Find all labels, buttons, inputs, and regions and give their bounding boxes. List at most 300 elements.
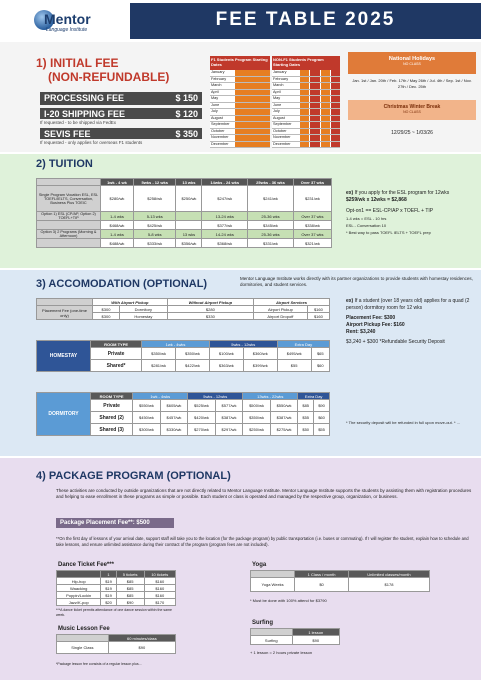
tuition-cell xyxy=(176,221,202,230)
holidays-title: National Holidays xyxy=(388,56,436,62)
winter-title: Christmas Winter Break xyxy=(383,104,441,110)
start-month-label: March xyxy=(211,83,222,87)
dormitory-label: DORMITORY xyxy=(37,393,91,436)
start-date-cell xyxy=(320,103,330,109)
homestay-roomtype-head: ROOM TYPE xyxy=(91,341,142,348)
tuition-cell: $241/wk xyxy=(248,186,294,212)
start-date-cell xyxy=(234,135,270,141)
tuition-row xyxy=(37,212,332,221)
homestay-col-1: 5wks - 12wks xyxy=(209,341,277,348)
dance-row xyxy=(57,578,176,585)
tuition-col-head: 14wks - 24 wks xyxy=(202,179,248,186)
dorm-price-cell: $525/wk xyxy=(188,400,216,412)
placement-label: Placement Fee (one-time only) xyxy=(37,306,93,320)
logo-name: Mentor xyxy=(44,11,91,27)
start-date-cell xyxy=(234,90,270,96)
tuition-cell: $321/wk xyxy=(293,239,331,248)
place-cell: $300 xyxy=(93,306,120,313)
dance-cell: Hip-hop xyxy=(57,578,101,585)
surf-row-label: Surfing xyxy=(251,636,293,645)
start-date-cell xyxy=(299,83,309,89)
tuition-col-head: 1wk - 4 wk xyxy=(101,179,134,186)
tuition-cell: $356/wk xyxy=(176,239,202,248)
holidays-badge xyxy=(348,52,476,74)
shipping-fee-bar xyxy=(40,108,202,119)
dorm-roomtype-head: ROOM TYPE xyxy=(91,393,133,400)
start-date-cell xyxy=(330,135,340,141)
dance-col-head: 10 tickets xyxy=(144,571,175,578)
tuition-cell: 14-24 wks xyxy=(202,230,248,239)
homestay-col-0: 1wk - 4wks xyxy=(142,341,210,348)
dorm-type: Private xyxy=(91,400,133,412)
dorm-price-cell: $300/wk xyxy=(133,424,161,436)
start-date-cell xyxy=(234,103,270,109)
start-month-label: August xyxy=(273,115,285,120)
tuition-corner xyxy=(37,179,101,186)
tuition-cell xyxy=(176,212,202,221)
place-cell: Homestay xyxy=(120,313,168,320)
winter-sub: NO CLASS xyxy=(403,110,421,114)
svc-cell: Airport Dropoff xyxy=(253,313,307,320)
homestay-price-cell: $60 xyxy=(311,360,329,372)
homestay-col-2: Extra Day xyxy=(277,341,329,348)
start-month-label: March xyxy=(273,83,284,87)
start-date-cell xyxy=(330,129,340,135)
tuition-cell: $345/wk xyxy=(248,221,294,230)
package-title: 4) PACKAGE PROGRAM (OPTIONAL) xyxy=(36,470,231,482)
start-date-cell xyxy=(320,142,330,148)
tuition-example-5: ESL - Conversation 10 xyxy=(346,223,387,228)
initial-fee-subtitle: (NON-REFUNDABLE) xyxy=(48,70,170,84)
sevis-fee-label: SEVIS FEE xyxy=(44,129,91,139)
shipping-fee-label: I-20 SHIPPING FEE xyxy=(44,109,126,119)
holidays-text: Jan. 1st / Jan. 20th / Feb. 17th / May 26th / Jul. 4th / Sep. 1st / Nov. 27th / Dec. 25th xyxy=(352,78,472,89)
dance-cell: $160 xyxy=(144,585,175,592)
start-date-cell xyxy=(299,90,309,96)
homestay-table xyxy=(36,340,330,372)
tuition-cell: 5-13 wks xyxy=(133,212,176,221)
music-note: *Package lesson fee consists of a regular lesson plus... xyxy=(56,662,142,666)
sevis-fee-amount: $ 350 xyxy=(175,129,198,139)
package-intro: These activities are conducted by outside organizations that are not directly related to Mentor Language Institute. Mentor Language Institute supports the students by assisting them with registration procedures and helping to ease enrollment in these programs as simple or possible. Each student or class is operated and managed by the respective group, organization, or business. xyxy=(56,488,472,499)
start-date-cell xyxy=(234,122,270,128)
tuition-cell: $331/wk xyxy=(248,239,294,248)
dormitory-table xyxy=(36,392,330,436)
start-date-cell xyxy=(234,129,270,135)
start-month-label: April xyxy=(273,89,281,94)
sevis-fee-bar xyxy=(40,128,202,139)
start-date-cell xyxy=(299,122,309,128)
dance-cell: $19 xyxy=(101,585,116,592)
start-date-cell xyxy=(309,70,319,76)
accom-example-label: ex) xyxy=(346,298,354,304)
start-date-cell xyxy=(320,122,330,128)
f1-start-dates-table xyxy=(210,56,270,148)
dance-row xyxy=(57,599,176,606)
start-date-cell xyxy=(234,70,270,76)
start-date-cell xyxy=(299,109,309,115)
dorm-col-2: 13wks - 22wks xyxy=(243,393,298,400)
dorm-price-cell: $450/wk xyxy=(133,412,161,424)
initial-fee-title: 1) INITIAL FEE xyxy=(36,56,119,70)
start-date-cell xyxy=(234,83,270,89)
dance-cell: Waacking xyxy=(57,585,101,592)
dorm-price-cell: $605/wk xyxy=(160,400,188,412)
start-date-cell xyxy=(330,142,340,148)
svc-cell: Airport Pickup xyxy=(253,306,307,313)
tuition-example-6: * Best way to pass TOEFL IELTS + TOEFL prep xyxy=(346,230,431,235)
yoga-corner xyxy=(251,571,295,578)
svc-cell: $160 xyxy=(307,306,329,313)
start-date-cell xyxy=(234,77,270,83)
yoga-title: Yoga xyxy=(252,562,267,568)
winter-dates: 12/29/25 ~ 1/03/26 xyxy=(391,130,433,136)
start-month-label: October xyxy=(273,128,287,133)
dorm-price-cell: $55 xyxy=(314,424,330,436)
yoga-note: * Must be done with 100% attend for $3790 xyxy=(250,598,327,603)
dorm-price-cell: $55 xyxy=(298,412,314,424)
homestay-price-cell: $495/wk xyxy=(277,348,311,360)
start-date-cell xyxy=(309,77,319,83)
homestay-type: Private xyxy=(91,348,142,360)
tuition-cell: 5-8 wks xyxy=(133,230,176,239)
tuition-cell: 25-36 wks xyxy=(248,230,294,239)
tuition-row-label: Option 1) ESL (CP/AP, Option 2) TOEFL+TIP xyxy=(37,212,101,221)
homestay-price-cell: $350/wk xyxy=(142,348,176,360)
tuition-example xyxy=(346,190,476,236)
dance-row xyxy=(57,585,176,592)
tuition-cell: $258/wk xyxy=(133,186,176,212)
nonf1-table-title: NON-F1 Students Program Starting Dates xyxy=(272,56,340,70)
start-date-cell xyxy=(309,109,319,115)
start-date-cell xyxy=(320,83,330,89)
dance-table xyxy=(56,570,176,606)
start-date-cell xyxy=(309,129,319,135)
dance-col-head: 1 xyxy=(101,571,116,578)
tuition-cell: 13-24 wks xyxy=(202,212,248,221)
start-date-cell xyxy=(309,90,319,96)
package-placement-fee: Package Placement Fee**: $500 xyxy=(56,518,174,528)
dorm-price-cell: $270/wk xyxy=(188,424,216,436)
music-row-price: $90 xyxy=(108,642,175,654)
start-date-cell xyxy=(234,96,270,102)
tuition-title: 2) TUITION xyxy=(36,158,93,170)
start-date-cell xyxy=(320,96,330,102)
start-month-label: August xyxy=(211,115,223,120)
start-date-cell xyxy=(299,77,309,83)
airport-services-head: Airport Services xyxy=(253,299,329,306)
dance-cell: $160 xyxy=(144,592,175,599)
yoga-col: 1 Class / month xyxy=(295,571,349,578)
dorm-price-cell: $387/wk xyxy=(215,412,243,424)
start-date-cell xyxy=(320,116,330,122)
surf-row-price: $90 xyxy=(292,636,339,645)
start-date-cell xyxy=(309,96,319,102)
start-date-cell xyxy=(234,142,270,148)
dorm-price-cell: $577/wk xyxy=(215,400,243,412)
dance-col-head xyxy=(57,571,101,578)
dorm-price-cell: $550/wk xyxy=(133,400,161,412)
tuition-row xyxy=(37,186,332,212)
tuition-cell: $338/wk xyxy=(293,221,331,230)
homestay-price-cell: $399/wk xyxy=(243,360,277,372)
start-month-label: January xyxy=(273,70,287,74)
start-month-label: July xyxy=(211,109,218,113)
tuition-cell: $247/wk xyxy=(202,186,248,212)
tuition-cell: $280/wk xyxy=(101,186,134,212)
accommodation-title: 3) ACCOMODATION (OPTIONAL) xyxy=(36,278,208,290)
start-date-cell xyxy=(320,109,330,115)
surf-col: 1 lesson xyxy=(292,629,339,636)
dorm-col-3: Extra Day xyxy=(298,393,330,400)
tuition-cell: 13 wks xyxy=(176,230,202,239)
start-date-cell xyxy=(330,83,340,89)
dance-cell: $160 xyxy=(144,578,175,585)
dorm-price-cell: $85 xyxy=(298,400,314,412)
surf-table xyxy=(250,628,340,645)
start-month-row xyxy=(210,142,270,149)
tuition-row xyxy=(37,239,332,248)
start-date-cell xyxy=(330,70,340,76)
dorm-price-cell: $420/wk xyxy=(188,412,216,424)
start-date-cell xyxy=(299,70,309,76)
nonf1-start-dates-table xyxy=(272,56,340,148)
svc-cell: $160 xyxy=(307,313,329,320)
accommodation-intro: Mentor Language Institute works directly with its partner organizations to provide students with homestay residences, dormitories, and student services. xyxy=(240,276,473,287)
dance-title: Dance Ticket Fee*** xyxy=(58,562,114,568)
tuition-col-head: 13 wks xyxy=(176,179,202,186)
dorm-price-cell: $90 xyxy=(314,400,330,412)
tuition-cell: 1-4 wks xyxy=(101,212,134,221)
dorm-col-0: 1wk - 4wks xyxy=(133,393,188,400)
placement-corner xyxy=(37,299,93,306)
start-month-label: April xyxy=(211,89,219,94)
tuition-cell: $468/wk xyxy=(101,221,134,230)
music-corner xyxy=(57,635,109,642)
start-month-label: July xyxy=(273,109,280,113)
processing-fee-bar xyxy=(40,92,202,105)
start-date-cell xyxy=(309,103,319,109)
surf-note: + 1 lesson = 2 hours private lesson xyxy=(250,650,313,655)
start-month-label: February xyxy=(211,76,227,81)
start-month-label: February xyxy=(273,76,289,81)
tuition-table xyxy=(36,178,332,248)
logo-subtitle: Language Institute xyxy=(46,27,88,33)
dance-cell: Jazz/K-pop xyxy=(57,599,101,606)
homestay-price-cell: $422/wk xyxy=(176,360,210,372)
start-date-cell xyxy=(330,90,340,96)
start-date-cell xyxy=(330,103,340,109)
tuition-cell: Over 37 wks xyxy=(293,230,331,239)
holidays-sub: NO CLASS xyxy=(403,62,421,66)
start-date-cell xyxy=(309,116,319,122)
dorm-price-cell: $350/wk xyxy=(243,412,271,424)
homestay-price-cell: $281/wk xyxy=(142,360,176,372)
processing-fee-amount: $ 150 xyxy=(175,93,198,103)
start-date-cell xyxy=(234,109,270,115)
start-month-label: January xyxy=(211,70,225,74)
dorm-col-1: 5wks - 12wks xyxy=(188,393,243,400)
homestay-price-cell: $350/wk xyxy=(176,348,210,360)
tuition-cell: 1-4 wks xyxy=(101,230,134,239)
start-month-label: December xyxy=(211,141,229,146)
f1-table-title: F1 Students Program Starting Dates xyxy=(210,56,270,70)
start-date-cell xyxy=(330,77,340,83)
dance-cell: $85 xyxy=(116,585,144,592)
dance-cell: $19 xyxy=(101,592,116,599)
music-col: 60 minutes/class xyxy=(108,635,175,642)
dorm-type: Shared (2) xyxy=(91,412,133,424)
music-title: Music Lesson Fee xyxy=(58,626,110,632)
homestay-price-cell: $100/wk xyxy=(209,348,243,360)
sevis-fee-note: If requested - only applies for overseas F1 students xyxy=(40,140,143,145)
place-cell: $330 xyxy=(167,313,253,320)
start-date-cell xyxy=(330,122,340,128)
yoga-row-cell: $178 xyxy=(348,578,429,592)
place-cell: $300 xyxy=(93,313,120,320)
shipping-fee-amount: $ 120 xyxy=(175,109,198,119)
dance-row xyxy=(57,592,176,599)
accom-example-1 xyxy=(346,298,476,312)
dance-cell: $85 xyxy=(116,592,144,599)
tuition-cell: 25-36 wks xyxy=(248,212,294,221)
start-date-cell xyxy=(299,142,309,148)
start-month-label: November xyxy=(273,135,291,139)
homestay-price-cell: $363/wk xyxy=(209,360,243,372)
start-month-label: December xyxy=(273,141,291,146)
dorm-price-cell: $50 xyxy=(298,424,314,436)
tuition-example-4: 1-4 wks = ESL - 10 hrs xyxy=(346,216,387,221)
tuition-example-1 xyxy=(346,190,476,197)
dorm-price-cell: $330/wk xyxy=(160,424,188,436)
tuition-col-head: 5wks - 12 wks xyxy=(133,179,176,186)
shipping-fee-note: If requested - to be shipped via FedEx xyxy=(40,120,117,125)
tuition-example-3: Opt-on1 == ESL-CP/AP x TOEFL + TIP xyxy=(346,208,434,214)
tuition-row-label: Single Program Vocation ESL, ESL TOEFL/IELTS, Conversation, Business Plus TOEIC xyxy=(37,186,101,212)
dorm-price-cell: $250/wk xyxy=(243,424,271,436)
start-month-label: October xyxy=(211,128,225,133)
surf-title: Surfing xyxy=(252,620,273,626)
start-date-cell xyxy=(320,129,330,135)
start-date-cell xyxy=(299,116,309,122)
accom-example-4: Rent: $3,240 xyxy=(346,329,376,335)
homestay-type: Shared* xyxy=(91,360,142,372)
dorm-price-cell: $550/wk xyxy=(270,400,298,412)
page-title: FEE TABLE 2025 xyxy=(215,9,396,30)
homestay-price-cell: $65 xyxy=(311,348,329,360)
tuition-row xyxy=(37,230,332,239)
package-note: **On the first day of lessons of your arrival date, support staff will take you to the location (for the package program) by public transportation (i.e. buses or commuting). If I will register the student, explain how to schedule and take lessons, and ensure unlimited assistance during their contract of the program (program fees are not included). xyxy=(56,536,469,547)
start-date-cell xyxy=(299,103,309,109)
start-month-label: May xyxy=(273,96,281,100)
homestay-price-cell: $55 xyxy=(277,360,311,372)
start-month-label: November xyxy=(211,135,229,139)
dance-cell: $19 xyxy=(101,578,116,585)
tuition-col-head: 25wks - 36 wks xyxy=(248,179,294,186)
dance-col-head: 5 tickets xyxy=(116,571,144,578)
with-pickup-head: With Airport Pickup xyxy=(93,299,168,306)
dorm-price-cell: $500/wk xyxy=(243,400,271,412)
dance-cell: $170 xyxy=(144,599,175,606)
dance-cell: $85 xyxy=(116,578,144,585)
start-date-cell xyxy=(320,77,330,83)
start-date-cell xyxy=(320,135,330,141)
winter-badge xyxy=(348,100,476,120)
start-date-cell xyxy=(330,96,340,102)
yoga-col: Unlimited classes/month xyxy=(348,571,429,578)
start-month-label: June xyxy=(211,102,220,107)
dance-cell: Poppin/Lockin xyxy=(57,592,101,599)
place-cell: Dormitory xyxy=(120,306,168,313)
start-date-cell xyxy=(234,116,270,122)
dorm-type: Shared (3) xyxy=(91,424,133,436)
start-month-label: September xyxy=(211,122,230,126)
accom-example-5: $3,240 + $300 *Refundable Security Deposit xyxy=(346,339,445,345)
dance-cell: $20 xyxy=(101,599,116,606)
tuition-cell: $488/wk xyxy=(101,239,134,248)
tuition-example-text: If you apply for the ESL program for 12wks xyxy=(354,190,450,196)
start-date-cell xyxy=(330,116,340,122)
tuition-cell: $250/wk xyxy=(176,186,202,212)
tuition-cell: Over 37 wks xyxy=(293,212,331,221)
place-cell: $280 xyxy=(167,306,253,313)
accommodation-example xyxy=(346,298,476,346)
dance-note: ***A dance ticket permits attendance of one dance session within the same week. xyxy=(56,608,172,617)
placement-table xyxy=(36,298,330,320)
dorm-price-cell: $60 xyxy=(314,412,330,424)
tuition-row xyxy=(37,221,332,230)
dance-cell: $90 xyxy=(116,599,144,606)
tuition-cell: $333/wk xyxy=(133,239,176,248)
homestay-label: HOMESTAY xyxy=(37,341,91,372)
tuition-row-label xyxy=(37,239,101,248)
start-date-cell xyxy=(309,142,319,148)
dorm-price-cell: $275/wk xyxy=(270,424,298,436)
homestay-price-cell: $360/wk xyxy=(243,348,277,360)
start-date-cell xyxy=(299,96,309,102)
yoga-row-label: Yoga Weeks xyxy=(251,578,295,592)
start-date-cell xyxy=(309,135,319,141)
start-date-cell xyxy=(330,109,340,115)
music-table xyxy=(56,634,176,654)
start-month-label: May xyxy=(211,96,219,100)
without-pickup-head: Without Airport Pickup xyxy=(167,299,253,306)
tuition-row-label: Option 3) 2 Programs (Morning & Afternoon) xyxy=(37,230,101,239)
music-row-label: Single Class xyxy=(57,642,109,654)
tuition-cell: $231/wk xyxy=(293,186,331,212)
start-date-cell xyxy=(320,90,330,96)
dorm-price-cell: $457/wk xyxy=(160,412,188,424)
start-month-label: June xyxy=(273,102,282,107)
tuition-row-label xyxy=(37,221,101,230)
tuition-col-head: Over 37 wks xyxy=(293,179,331,186)
start-date-cell xyxy=(309,83,319,89)
accom-example-2: Placement Fee: $300 xyxy=(346,315,396,321)
accom-example-text: If a student (over 18 years old) applies for a quad (2 person) dormitory room for 12 wks xyxy=(346,298,470,311)
tuition-cell: $425/wk xyxy=(133,221,176,230)
tuition-example-2: $259/wk x 12wks = $2,868 xyxy=(346,197,407,203)
start-date-cell xyxy=(299,129,309,135)
start-month-row xyxy=(272,142,340,149)
processing-fee-label: PROCESSING FEE xyxy=(44,93,125,103)
dorm-note: * The security deposit will be refunded in full upon move-out. * ... xyxy=(346,420,460,425)
dorm-price-cell: $387/wk xyxy=(270,412,298,424)
yoga-row-cell: $0 xyxy=(295,578,349,592)
start-month-label: September xyxy=(273,122,292,126)
start-date-cell xyxy=(309,122,319,128)
accom-example-3: Airport Pickup Fee: $160 xyxy=(346,322,405,328)
start-date-cell xyxy=(320,70,330,76)
